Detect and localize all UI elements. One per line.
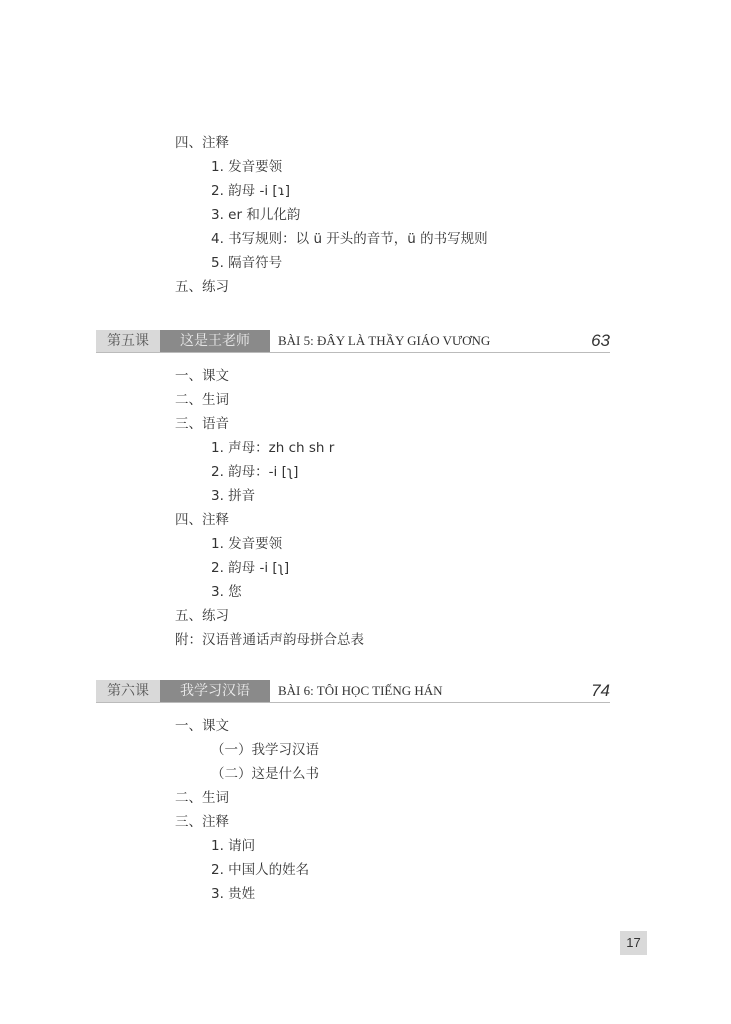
lesson-number: 第五课: [96, 330, 160, 352]
lesson-title-vn: BÀI 5: ĐÂY LÀ THẦY GIÁO VƯƠNG: [278, 333, 491, 348]
toc-subitem: 3. er 和儿化韵: [211, 207, 301, 223]
toc-item: 三、语音: [175, 416, 229, 432]
toc-item: 五、练习: [175, 608, 229, 624]
toc-subitem: 3. 贵姓: [211, 886, 256, 902]
prev-section-list: [175, 131, 488, 299]
toc-subitem: 1. 请问: [211, 838, 256, 854]
lesson-6-list: [175, 714, 319, 906]
toc-item: 二、生词: [175, 392, 229, 408]
toc-subitem: 3. 您: [211, 584, 242, 600]
toc-subitem: 2. 韵母：-i [ʅ]: [211, 464, 299, 480]
toc-item: 五、练习: [175, 279, 229, 295]
toc-subitem: 1. 发音要领: [211, 159, 283, 175]
toc-item: 四、注释: [175, 512, 229, 528]
lesson-5-list: [175, 364, 364, 652]
toc-subitem: 2. 韵母 -i [ʅ]: [211, 560, 290, 576]
lesson-5-header: [96, 330, 610, 353]
lesson-page: 74: [591, 681, 610, 700]
lesson-6-header: [96, 680, 610, 703]
lesson-title-cn: 这是王老师: [160, 330, 270, 352]
toc-subitem: 2. 韵母 -i [ɿ]: [211, 183, 291, 199]
toc-item: 一、课文: [175, 368, 229, 384]
toc-item: 三、注释: [175, 814, 229, 830]
toc-subitem: 1. 声母：zh ch sh r: [211, 440, 335, 456]
toc-subitem: 3. 拼音: [211, 488, 256, 504]
toc-subitem: （二）这是什么书: [211, 766, 319, 782]
lesson-number: 第六课: [96, 680, 160, 702]
toc-subitem: 2. 中国人的姓名: [211, 862, 310, 878]
toc-item: 二、生词: [175, 790, 229, 806]
toc-item: 附：汉语普通话声韵母拼合总表: [175, 632, 364, 648]
lesson-title-cn: 我学习汉语: [160, 680, 270, 702]
lesson-title-vn: BÀI 6: TÔI HỌC TIẾNG HÁN: [278, 683, 443, 698]
toc-subitem: 5. 隔音符号: [211, 255, 283, 271]
toc-item: 一、课文: [175, 718, 229, 734]
page-number: 17: [620, 931, 647, 955]
toc-subitem: 4. 书写规则：以 ü 开头的音节，ü 的书写规则: [211, 231, 488, 247]
toc-subitem: 1. 发音要领: [211, 536, 283, 552]
lesson-page: 63: [591, 331, 610, 350]
toc-subitem: （一）我学习汉语: [211, 742, 319, 758]
toc-item: 四、注释: [175, 135, 229, 151]
